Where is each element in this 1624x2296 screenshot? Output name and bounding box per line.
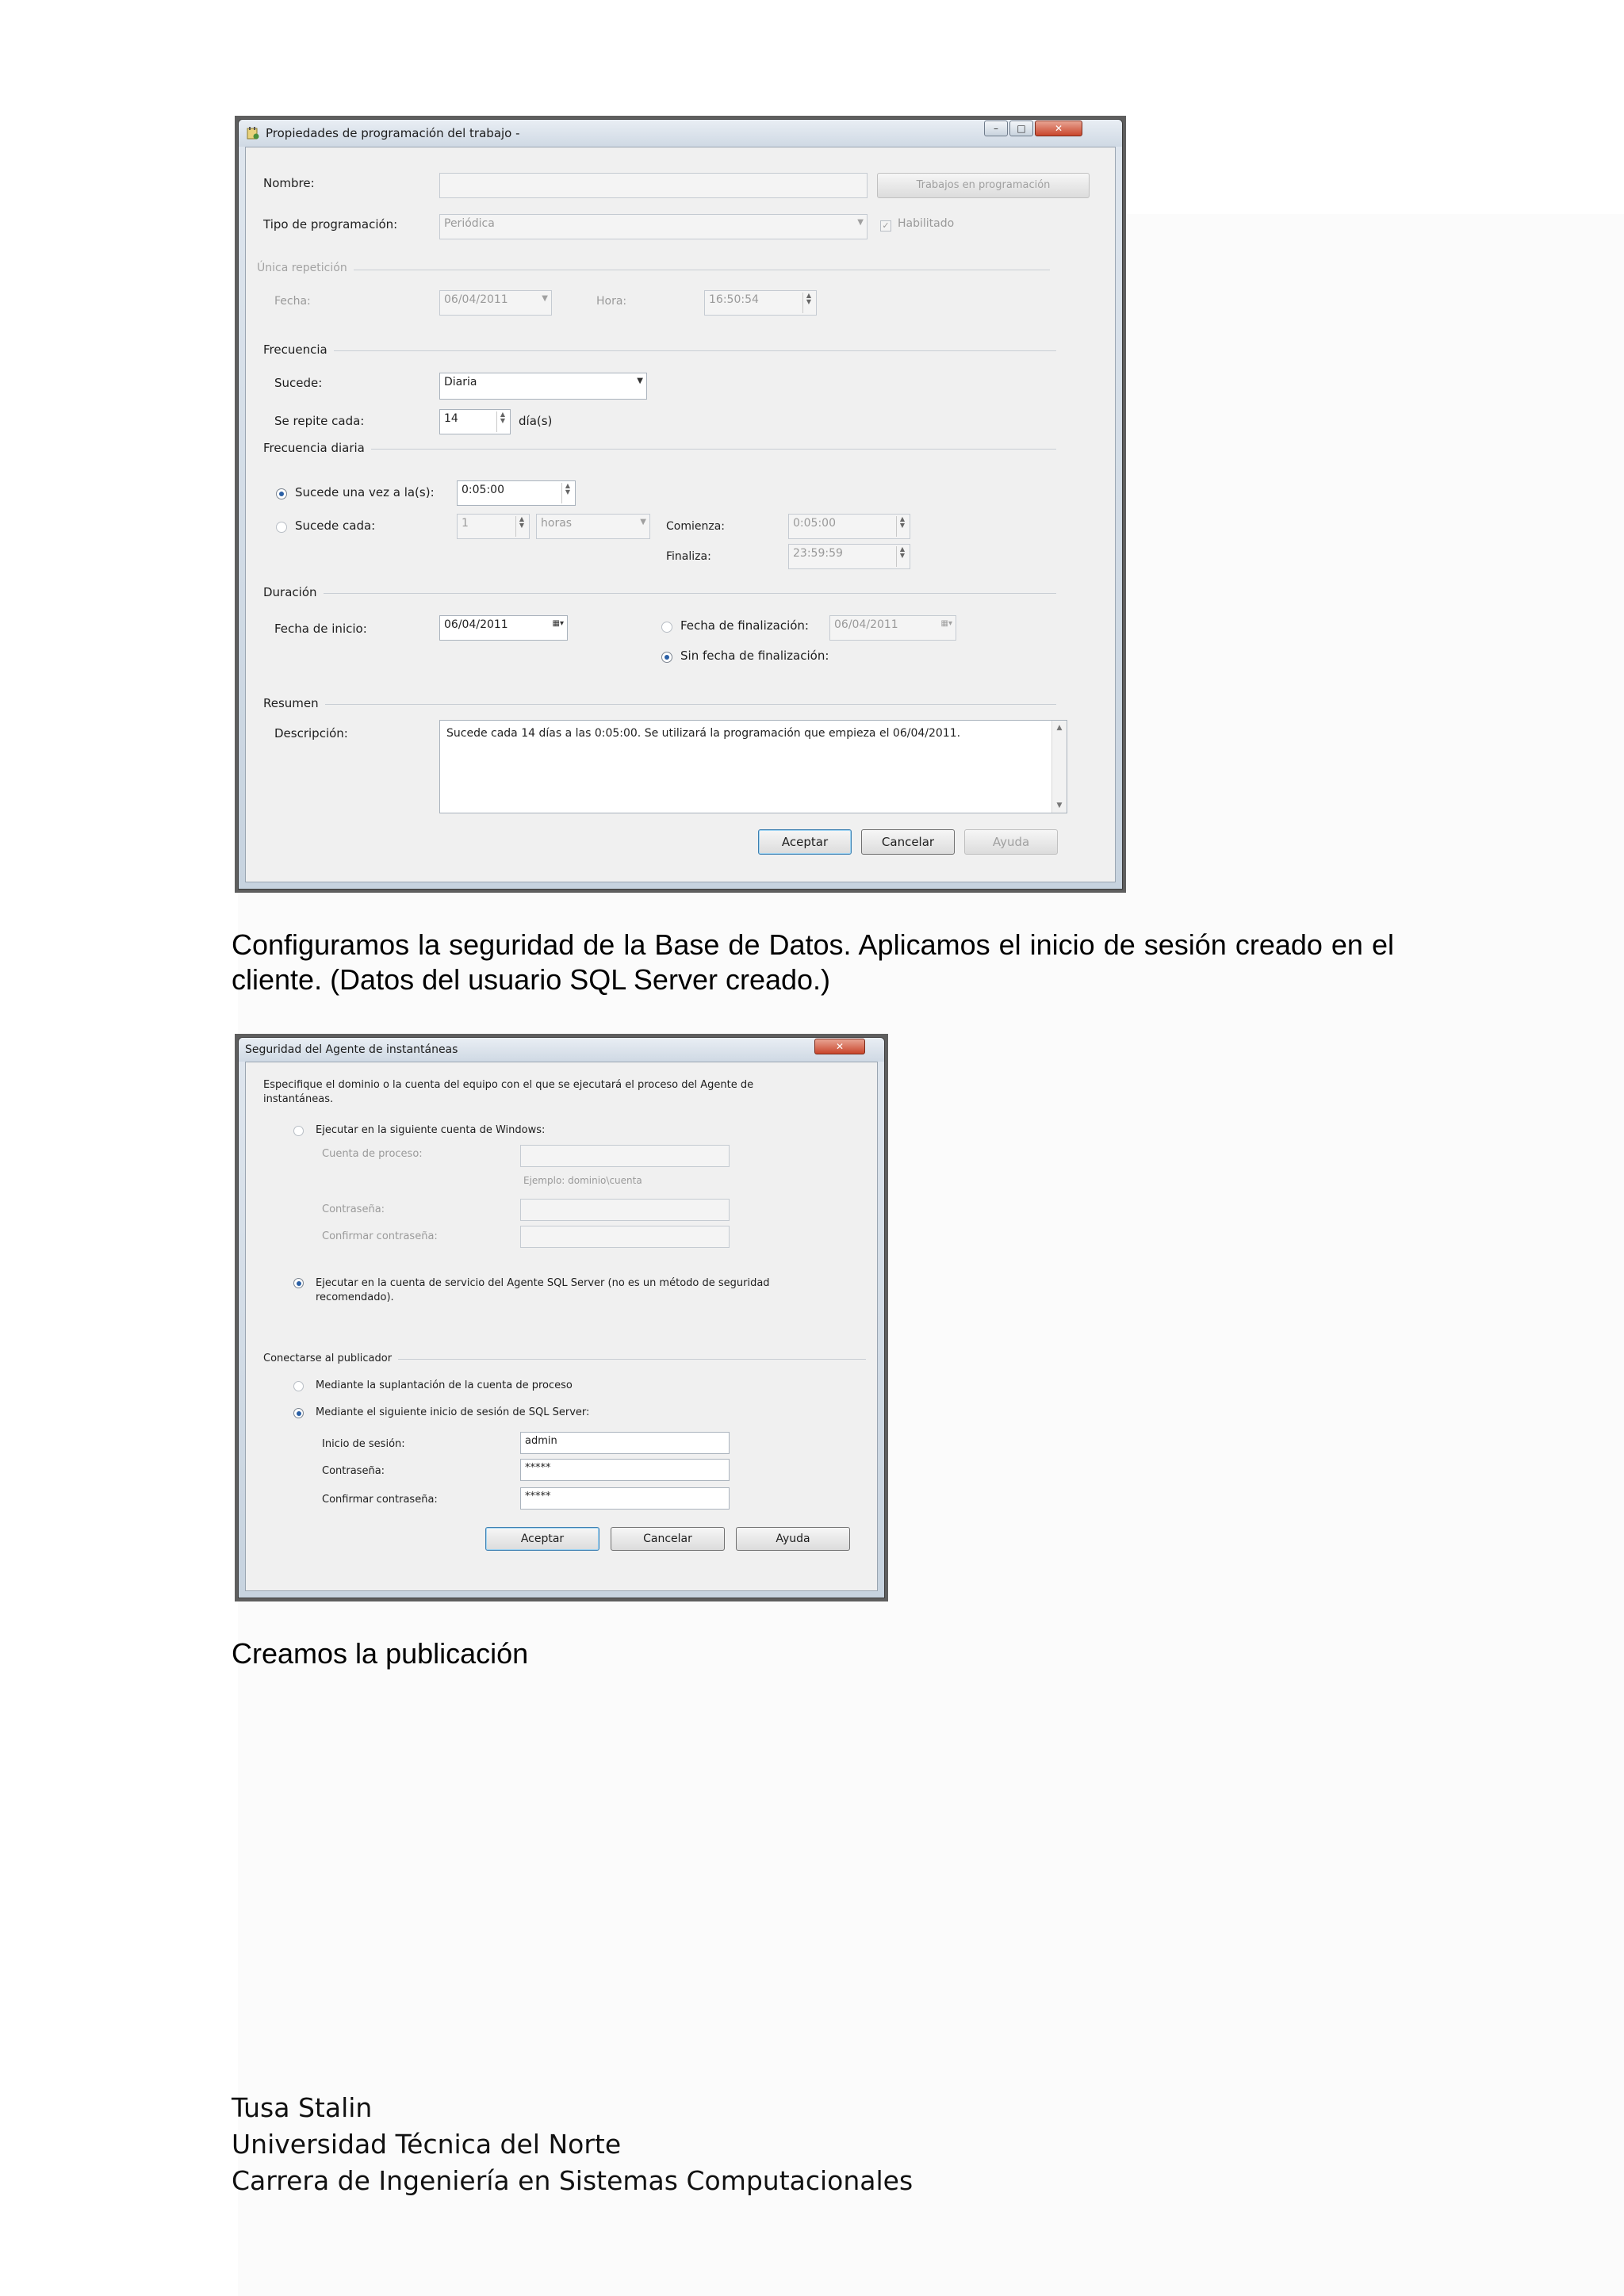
schedule-properties-window (238, 119, 1123, 890)
frecuencia-diaria-divider (263, 449, 1056, 450)
footer-university: Universidad Técnica del Norte (232, 2129, 622, 2160)
suplantacion-radio[interactable] (293, 1381, 304, 1391)
frecuencia-group: Frecuencia (263, 342, 334, 357)
calendar-dropdown-icon: ▦▾ (940, 619, 952, 628)
sucede-value: Diaria (444, 376, 477, 388)
una-vez-hora-value: 0:05:00 (462, 484, 504, 496)
aceptar-button[interactable]: Aceptar (758, 829, 852, 855)
password-input[interactable]: ***** (520, 1459, 730, 1481)
descripcion-value: Sucede cada 14 días a las 0:05:00. Se utilizará la programación que empieza el 06/04/2011. (446, 727, 961, 740)
confirm-password-input[interactable]: ***** (520, 1487, 730, 1510)
confirmar2-label: Confirmar contraseña: (322, 1494, 438, 1506)
dialog-client-area (245, 147, 1116, 882)
scroll-up-icon[interactable]: ▲ (1056, 724, 1063, 732)
comienza-value: 0:05:00 (793, 517, 836, 530)
chevron-down-icon: ▼ (542, 294, 548, 303)
contrasena-input[interactable] (520, 1199, 730, 1221)
se-repite-label: Se repite cada: (274, 414, 365, 428)
sucede-cada-radio[interactable] (276, 522, 287, 533)
dias-unit-label: día(s) (519, 414, 553, 428)
title-bar (239, 1038, 884, 1062)
sucede-cada-label: Sucede cada: (295, 519, 376, 533)
agent-security-screenshot (235, 1034, 888, 1601)
fecha-finalizacion-value: 06/04/2011 (834, 618, 898, 631)
spinner-icon: ▲ ▼ (515, 516, 527, 537)
cada-unidad-select[interactable] (536, 514, 650, 539)
comienza-input[interactable] (788, 514, 910, 539)
publication-paragraph: Creamos la publicación (232, 1637, 529, 1670)
resumen-group: Resumen (263, 696, 325, 710)
inicio-sesion-input[interactable]: admin (520, 1432, 730, 1454)
close-button[interactable]: ✕ (1035, 121, 1082, 136)
maximize-button[interactable]: □ (1009, 121, 1033, 136)
footer-author: Tusa Stalin (232, 2092, 373, 2123)
fecha-picker[interactable] (439, 290, 552, 316)
minimize-button[interactable]: – (984, 121, 1008, 136)
sucede-label: Sucede: (274, 376, 323, 390)
se-repite-input[interactable] (439, 409, 511, 434)
cancelar-button[interactable]: Cancelar (861, 829, 955, 855)
chevron-down-icon: ▼ (640, 518, 646, 526)
sucede-select[interactable] (439, 373, 647, 400)
cuenta-proceso-input[interactable] (520, 1145, 730, 1167)
hora-label: Hora: (596, 295, 627, 308)
footer-career: Carrera de Ingeniería en Sistemas Computacionales (232, 2165, 914, 2196)
se-repite-value: 14 (444, 412, 458, 425)
sucede-una-vez-radio[interactable] (276, 488, 287, 499)
cada-valor-input[interactable] (457, 514, 530, 539)
ejecutar-agente-radio[interactable] (293, 1278, 304, 1288)
nombre-input[interactable] (439, 173, 868, 198)
fecha-inicio-picker[interactable] (439, 615, 568, 641)
inicio-sesion-label: Inicio de sesión: (322, 1438, 405, 1450)
unica-repeticion-group: Única repetición (257, 262, 354, 274)
intro-text: Especifique el dominio o la cuenta del equipo con el que se ejecutará el proceso del Agente de instantáneas. (263, 1079, 754, 1105)
dialog-client-area (245, 1062, 878, 1591)
contrasena-label: Contraseña: (322, 1203, 385, 1215)
tipo-programacion-label: Tipo de programación: (263, 217, 398, 232)
habilitado-label: Habilitado (898, 217, 955, 230)
chevron-down-icon: ▼ (857, 218, 864, 227)
descripcion-textarea[interactable] (439, 720, 1067, 813)
fecha-inicio-value: 06/04/2011 (444, 618, 508, 631)
tipo-programacion-select[interactable] (439, 214, 868, 239)
finaliza-value: 23:59:59 (793, 547, 843, 560)
chevron-down-icon: ▼ (637, 377, 643, 385)
cada-unidad-value: horas (541, 517, 573, 530)
spinner-icon: ▲ ▼ (802, 293, 814, 313)
hora-value: 16:50:54 (709, 293, 759, 306)
cancelar-button[interactable]: Cancelar (611, 1527, 725, 1551)
fecha-value: 06/04/2011 (444, 293, 508, 306)
spinner-icon: ▲ ▼ (896, 516, 908, 537)
close-button[interactable]: ✕ (814, 1039, 865, 1054)
agent-security-window (238, 1037, 885, 1598)
fecha-inicio-label: Fecha de inicio: (274, 622, 367, 636)
spinner-icon[interactable]: ▲ ▼ (496, 411, 508, 432)
tipo-programacion-value: Periódica (444, 217, 495, 230)
comienza-label: Comienza: (666, 520, 725, 533)
habilitado-checkbox[interactable]: ✓ (880, 220, 891, 232)
cada-valor-value: 1 (462, 517, 469, 530)
ayuda-button[interactable]: Ayuda (736, 1527, 850, 1551)
resumen-divider (263, 704, 1056, 705)
inicio-sql-label: Mediante el siguiente inicio de sesión de SQL Server: (316, 1406, 590, 1418)
una-vez-hora-input[interactable] (457, 480, 576, 506)
calendar-icon (247, 126, 259, 140)
aceptar-button[interactable]: Aceptar (485, 1527, 599, 1551)
cuenta-proceso-label: Cuenta de proceso: (322, 1148, 423, 1160)
confirmar-label: Confirmar contraseña: (322, 1230, 438, 1242)
hora-input[interactable] (704, 290, 817, 316)
sin-fecha-radio[interactable] (661, 652, 672, 663)
frecuencia-divider (263, 350, 1056, 351)
ejecutar-agente-label: Ejecutar en la cuenta de servicio del Agente SQL Server (no es un método de seguridad recomendado). (316, 1277, 770, 1303)
security-paragraph: Configuramos la seguridad de la Base de Datos. Aplicamos el inicio de sesión creado en el cliente. (Datos del usuario SQL Server creado.) (232, 928, 1394, 996)
ejecutar-windows-label: Ejecutar en la siguiente cuenta de Windows: (316, 1124, 546, 1136)
suplantacion-label: Mediante la suplantación de la cuenta de proceso (316, 1380, 573, 1391)
fecha-finalizacion-label: Fecha de finalización: (680, 618, 809, 633)
duracion-group: Duración (263, 585, 324, 599)
window-title: Seguridad del Agente de instantáneas (245, 1043, 458, 1056)
scroll-down-icon[interactable]: ▼ (1056, 802, 1063, 809)
sucede-una-vez-label: Sucede una vez a la(s): (295, 485, 435, 499)
inicio-sql-radio[interactable] (293, 1408, 304, 1418)
schedule-properties-screenshot (235, 116, 1126, 893)
spinner-icon[interactable]: ▲ ▼ (561, 483, 573, 503)
ayuda-button[interactable]: Ayuda (964, 829, 1058, 855)
trabajos-en-programacion-button[interactable]: Trabajos en programación (877, 173, 1090, 198)
finaliza-input[interactable] (788, 544, 910, 569)
fecha-finalizacion-picker[interactable] (829, 615, 956, 641)
ejecutar-windows-radio[interactable] (293, 1126, 304, 1136)
title-bar (239, 120, 1122, 147)
spinner-icon: ▲ ▼ (896, 546, 908, 567)
fecha-label: Fecha: (274, 295, 311, 308)
duracion-divider (263, 593, 1056, 594)
conectarse-group: Conectarse al publicador (263, 1353, 398, 1364)
frecuencia-diaria-group: Frecuencia diaria (263, 441, 371, 455)
fecha-finalizacion-radio[interactable] (661, 622, 672, 633)
ejemplo-hint: Ejemplo: dominio\cuenta (523, 1175, 642, 1186)
nombre-label: Nombre: (263, 176, 315, 190)
descripcion-label: Descripción: (274, 726, 348, 740)
sin-fecha-label: Sin fecha de finalización: (680, 649, 829, 663)
confirmar-input[interactable] (520, 1226, 730, 1248)
vertical-scrollbar[interactable] (1051, 721, 1067, 813)
finaliza-label: Finaliza: (666, 550, 711, 563)
calendar-dropdown-icon[interactable]: ▦▾ (552, 619, 564, 628)
window-title: Propiedades de programación del trabajo - (266, 126, 520, 140)
contrasena2-label: Contraseña: (322, 1465, 385, 1477)
